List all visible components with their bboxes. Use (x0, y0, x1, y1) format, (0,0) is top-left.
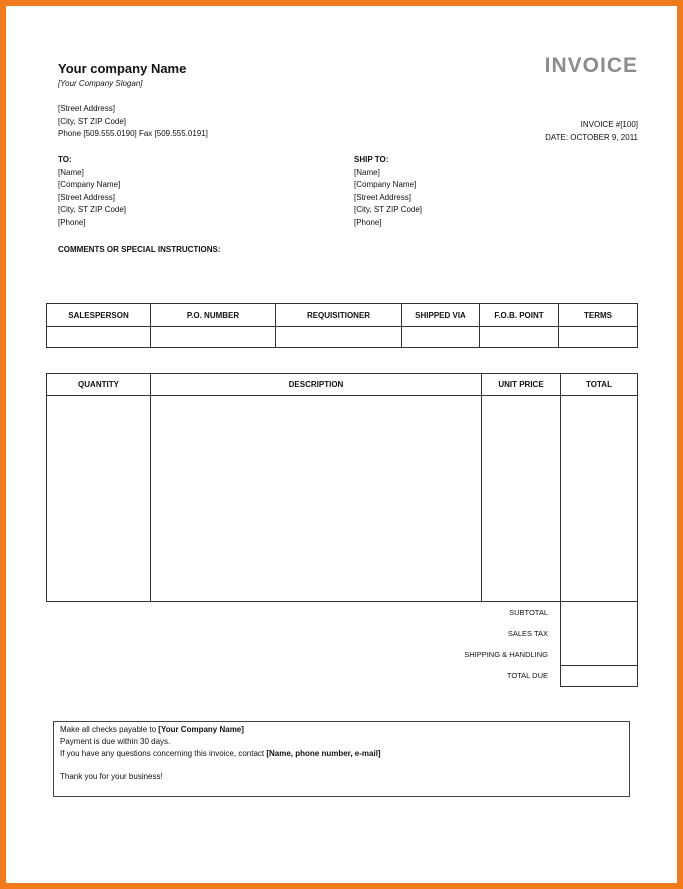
total-column[interactable] (561, 396, 638, 602)
header-terms: TERMS (559, 304, 638, 327)
header-description: DESCRIPTION (151, 374, 482, 396)
bill-to-heading: TO: (58, 155, 72, 164)
spacer (47, 623, 151, 644)
header-requisitioner: REQUISITIONER (276, 304, 402, 327)
sales-tax-label: SALES TAX (507, 629, 548, 638)
notes-spacer (60, 760, 623, 771)
company-street: [Street Address] (58, 104, 115, 113)
header-po-number: P.O. NUMBER (151, 304, 276, 327)
header-quantity: QUANTITY (47, 374, 151, 396)
ship-to-line: [Company Name] (354, 180, 417, 190)
bill-to-line: [Phone] (58, 217, 86, 227)
ship-to-line: [City, ST ZIP Code] (354, 205, 423, 215)
total-due-value[interactable] (561, 665, 638, 686)
unit-price-column[interactable] (482, 396, 561, 602)
bill-to-line: [Street Address] (58, 192, 115, 202)
company-name: Your company Name (58, 61, 187, 76)
notes-line-1 (60, 724, 623, 736)
shipped-via-cell[interactable] (402, 327, 480, 348)
company-city: [City, ST ZIP Code] (58, 116, 127, 126)
comments-label: COMMENTS OR SPECIAL INSTRUCTIONS: (58, 245, 221, 254)
description-column[interactable] (151, 396, 482, 602)
notes-text: If you have any questions concerning this invoice, contact (60, 749, 267, 758)
invoice-title: INVOICE (544, 54, 638, 77)
notes-line-3 (60, 748, 623, 760)
spacer (47, 602, 151, 624)
spacer (47, 665, 151, 686)
shipping-label: SHIPPING & HANDLING (464, 650, 548, 659)
header-fob-point: F.O.B. POINT (480, 304, 559, 327)
payee-name: [Your Company Name] (158, 725, 244, 734)
bill-to-block (58, 154, 126, 230)
requisitioner-cell[interactable] (276, 327, 402, 348)
payment-notes-box (53, 721, 630, 797)
notes-line-2: Payment is due within 30 days. (60, 737, 171, 746)
subtotal-label: SUBTOTAL (509, 608, 548, 617)
shipping-value[interactable] (561, 644, 638, 665)
fob-point-cell[interactable] (480, 327, 559, 348)
spacer (47, 644, 151, 665)
company-address (58, 103, 208, 141)
ship-to-line: [Name] (354, 167, 380, 177)
po-number-cell[interactable] (151, 327, 276, 348)
order-info-table (46, 303, 638, 348)
company-slogan: [Your Company Slogan] (58, 79, 143, 88)
bill-to-line: [Name] (58, 167, 84, 177)
sales-tax-value[interactable] (561, 623, 638, 644)
thanks-line: Thank you for your business! (60, 772, 163, 781)
ship-to-line: [Street Address] (354, 192, 411, 202)
ship-to-line: [Phone] (354, 217, 382, 227)
salesperson-cell[interactable] (47, 327, 151, 348)
invoice-meta (476, 119, 638, 144)
subtotal-value[interactable] (561, 602, 638, 624)
bill-to-line: [Company Name] (58, 180, 121, 190)
bill-to-line: [City, ST ZIP Code] (58, 205, 127, 215)
header-total: TOTAL (561, 374, 638, 396)
quantity-column[interactable] (47, 396, 151, 602)
ship-to-heading: SHIP TO: (354, 155, 389, 164)
header-unit-price: UNIT PRICE (482, 374, 561, 396)
line-items-table (46, 373, 638, 687)
terms-cell[interactable] (559, 327, 638, 348)
total-due-label: TOTAL DUE (506, 671, 548, 680)
invoice-date: DATE: OCTOBER 9, 2011 (545, 132, 638, 142)
invoice-number: INVOICE #[100] (580, 120, 638, 129)
notes-text: Make all checks payable to (60, 725, 159, 734)
company-phone-fax: Phone [509.555.0190] Fax [509.555.0191] (58, 129, 208, 138)
header-salesperson: SALESPERSON (47, 304, 151, 327)
header-shipped-via: SHIPPED VIA (402, 304, 480, 327)
ship-to-block (354, 154, 422, 230)
contact-info: [Name, phone number, e-mail] (266, 749, 381, 758)
